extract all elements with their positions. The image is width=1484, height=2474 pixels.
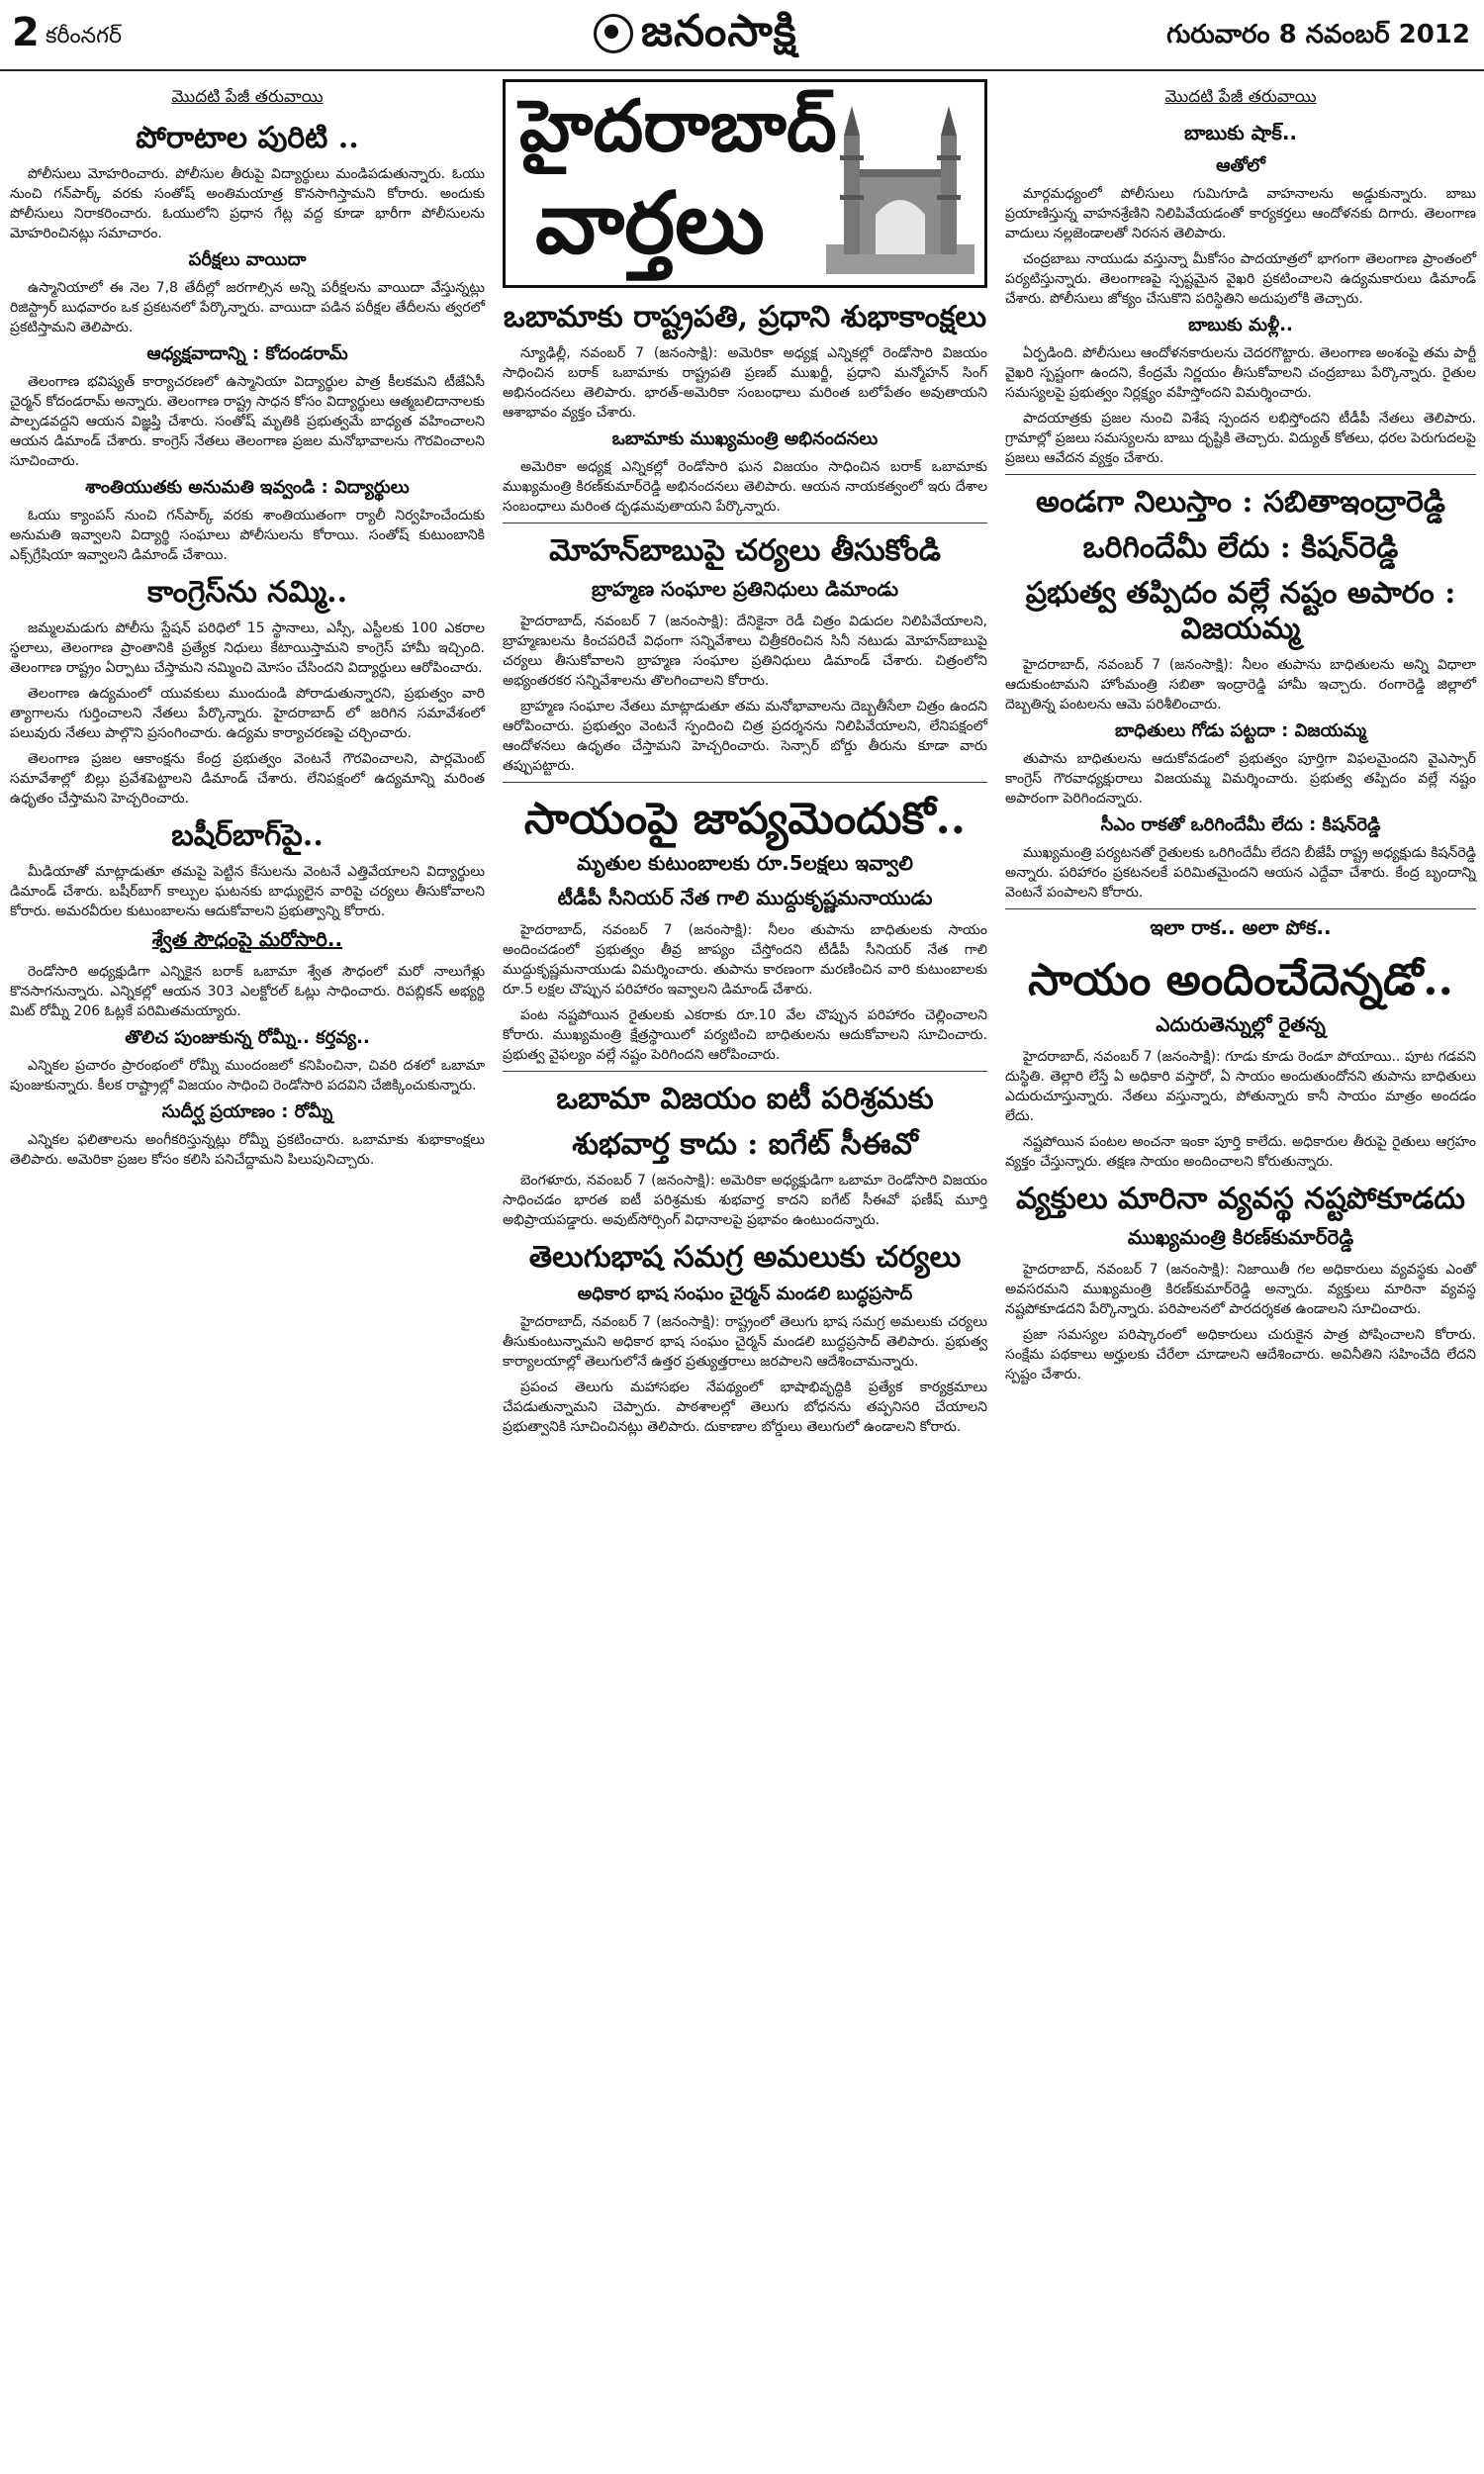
article-subheadline: బ్రాహ్మణ సంఘాల ప్రతినిధులు డిమాండు	[592, 577, 898, 601]
article-headline: పోరాటాల పురిటి ..	[136, 121, 359, 155]
article-headline-line2: శుభవార్త కాదు : ఐగేట్ సీఈవో	[572, 1126, 918, 1162]
article-subheadline: ఎదురుతెన్నుల్లో రైతన్న	[1156, 1011, 1326, 1036]
article-headline-line3: ప్రభుత్వ తప్పిదం వల్లే నష్టం అపారం : విజయమ్మ	[1025, 576, 1456, 646]
continued-label: మొదటి పేజీ తరువాయి	[171, 87, 324, 107]
article-headline: తెలుగుభాష సమగ్ర అమలుకు చర్యలు	[528, 1239, 962, 1275]
section-banner	[503, 79, 987, 288]
article-headline: మోహన్‌బాబుపై చర్యలు తీసుకోండి	[549, 533, 941, 568]
logo-icon	[594, 14, 633, 53]
divider	[1005, 908, 1476, 909]
article-subheading: శాంతియుతకు అనుమతి ఇవ్వండి : విద్యార్థులు	[85, 477, 410, 498]
article-paragraph: ఎన్నికల ఫలితాలను అంగీకరిస్తున్నట్లు రోమ్నీ ప్రకటించారు. ఒబామాకు శుభాకాంక్షలు తెలిపారు. అమెరికా ప్రజల కోసం కలిసి పనిచేద్దామని పిలుపునిచ్చారు.	[10, 1132, 485, 1168]
article-subheading: సుదీర్ఘ ప్రయాణం : రోమ్నీ	[161, 1101, 333, 1122]
article-paragraph: పోలీసులు మోహరించారు. పోలీసుల తీరుపై విద్యార్థులు మండిపడుతున్నారు. ఓయు నుంచి గన్‌పార్క్ వరకు సంతోష్ అంతిమయాత్ర కొనసాగిస్తామని కోరారు. అందుకు పోలీసులు నిరాకరించారు. ఓయులోని ప్రధాన గేట్ల వద్ద కూడా భారీగా పోలీసులను మోహరించినట్లు సమాచారం.	[10, 166, 485, 241]
article-paragraph: బ్రాహ్మణ సంఘాల నేతలు మాట్లాడుతూ తమ మనోభావాలను దెబ్బతీసేలా చిత్రం ఉందని ఆరోపించారు. ప్రభుత్వం వెంటనే స్పందించి చిత్ర ప్రదర్శనను నిలిపివేయాలని, లేనిపక్షంలో ఆందోళనలు ఉధృతం చేస్తామని హెచ్చరించారు. సెన్సార్ బోర్డు తీరును కూడా వారు తప్పుపట్టారు.	[503, 699, 987, 774]
divider	[503, 1071, 987, 1072]
article-subheading: సీఎం రాకతో ఒరిగిందేమీ లేదు : కిషన్‌రెడ్డి	[1100, 814, 1381, 835]
article-paragraph: ఉస్మానియాలో ఈ నెల 7,8 తేదీల్లో జరగాల్సిన అన్ని పరీక్షలను వాయిదా వేస్తున్నట్లు రిజిస్ట్రార్ బుధవారం ఒక ప్రకటనలో పేర్కొన్నారు. వాయిదా పడిన పరీక్షల తేదీలను త్వరలో ప్రకటిస్తామని తెలిపారు.	[10, 280, 485, 335]
column-center	[503, 79, 987, 1443]
article-paragraph: ఓయు క్యాంపస్ నుంచి గన్‌పార్క్ వరకు శాంతియుతంగా ర్యాలీ నిర్వహించేందుకు అనుమతి ఇవ్వాలని విద్యార్థి సంఘాలు పోలీసులను కోరాయి. సంతోష్ కుటుంబానికి ఎక్స్‌గ్రేషియా ఇవ్వాలని డిమాండ్ చేశాయి.	[10, 508, 485, 563]
column-right	[1005, 79, 1476, 1390]
article-subheadline: ముఖ్యమంత్రి కిరణ్‌కుమార్‌రెడ్డి	[1127, 1224, 1354, 1249]
article-paragraph: ఏర్పడింది. పోలీసులు ఆందోళనకారులను చెదరగొట్టారు. తెలంగాణ అంశంపై తమ పార్టీ వైఖరి స్పష్టంగా ఉందని, కేంద్రమే నిర్ణయం తీసుకోవాలని చంద్రబాబు పేర్కొన్నారు. రైతుల సమస్యలపై ప్రభుత్వం నిర్లక్ష్యం వహిస్తోందని విమర్శించారు.	[1005, 345, 1476, 401]
article-headline: సాయంపై జాప్యమెందుకో..	[523, 794, 967, 844]
article-paragraph: నష్టపోయిన పంటల అంచనా ఇంకా పూర్తి కాలేదు. అధికారుల తీరుపై రైతులు ఆగ్రహం వ్యక్తం చేస్తున్నారు. తక్షణ సాయం అందించాలని కోరుతున్నారు.	[1005, 1133, 1476, 1170]
article-subheading: అధికార భాష సంఘం చైర్మన్ మండలి బుద్ధప్రసాద్	[577, 1283, 913, 1304]
article-headline: బాబుకు షాక్..	[1183, 121, 1298, 144]
article-subheading: పరీక్షలు వాయిదా	[188, 249, 307, 270]
charminar-icon	[826, 96, 974, 274]
article-subheadline: టీడీపీ సీనియర్ నేత గాలి ముద్దుకృష్ణమనాయుడు	[557, 885, 933, 909]
article-paragraph: అమెరికా అధ్యక్ష ఎన్నికల్లో రెండోసారి ఘన విజయం సాధించిన బరాక్ ఒబామాకు ముఖ్యమంత్రి కిరణ్‌కుమార్‌రెడ్డి అభినందనలు తెలిపారు. ఆయన నాయకత్వంలో ఇరు దేశాల సంబంధాలు మరింత దృఢమవుతాయని పేర్కొన్నారు.	[503, 459, 987, 515]
article-paragraph: తుపాను బాధితులను ఆదుకోవడంలో ప్రభుత్వం పూర్తిగా విఫలమైందని వైఎస్సార్ కాంగ్రెస్ గౌరవాధ్యక్షురాలు విజయమ్మ విమర్శించారు. ప్రభుత్వ తప్పిదం వల్లే నష్టం అపారంగా పెరిగిందన్నారు.	[1005, 751, 1476, 807]
article-paragraph: చంద్రబాబు నాయుడు వస్తున్నా మీకోసం పాదయాత్రలో భాగంగా తెలంగాణ ప్రాంతంలో పర్యటిస్తున్నారు. తెలంగాణపై స్పష్టమైన వైఖరి ప్రకటించాలని ఉద్యమకారులు డిమాండ్ చేశారు. పోలీసులు జోక్యం చేసుకొని పరిస్థితిని అదుపులోకి తెచ్చారు.	[1005, 251, 1476, 307]
logo-text: జనంసాక్షి	[641, 6, 797, 56]
article-paragraph: మీడియాతో మాట్లాడుతూ తమపై పెట్టిన కేసులను వెంటనే ఎత్తివేయాలని విద్యార్థులు డిమాండ్ చేశారు. బషీర్‌బాగ్ కాల్పుల ఘటనకు బాధ్యులైన వారిపై చర్యలు తీసుకోవాలని కోరారు. అమరవీరుల కుటుంబాలను ఆదుకోవాలని ప్రభుత్వాన్ని కోరారు.	[10, 864, 485, 919]
article-paragraph: హైదరాబాద్, నవంబర్ 7 (జనంసాక్షి): నిజాయితీ గల అధికారులు వ్యవస్థకు ఎంతో అవసరమని ముఖ్యమంత్రి కిరణ్‌కుమార్‌రెడ్డి అన్నారు. వ్యక్తులు మారినా వ్యవస్థ నష్టపోకూడదని పేర్కొన్నారు. పరిపాలనలో పారదర్శకత ఉండాలని సూచించారు.	[1005, 1261, 1476, 1317]
banner-title-line1: హైదరాబాద్	[519, 83, 837, 167]
article-paragraph: రెండోసారి అధ్యక్షుడిగా ఎన్నికైన బరాక్ ఒబామా శ్వేత సౌధంలో మరో నాలుగేళ్లు కొనసాగనున్నారు. ఎన్నికల్లో ఆయన 303 ఎలక్టోరల్ ఓట్లు సాధించారు. రిపబ్లికన్ అభ్యర్థి మిట్ రోమ్నీ 206 ఓట్లకే పరిమితమయ్యారు.	[10, 964, 485, 1019]
article-kicker: ఇలా రాక.. అలా పోక..	[1150, 915, 1332, 939]
column-left	[10, 79, 485, 1176]
page-number: 2	[12, 10, 40, 55]
section-name: కరీంనగర్	[46, 24, 123, 48]
article-paragraph: హైదరాబాద్, నవంబర్ 7 (జనంసాక్షి): దేనికైనా రెడీ చిత్రం విడుదల నిలిపివేయాలని, బ్రాహ్మణులను కించపరిచే విధంగా సన్నివేశాలు చిత్రీకరించిన సినీ నటుడు మోహన్‌బాబుపై చర్యలు తీసుకోవాలని బ్రాహ్మణ సంఘాల ప్రతినిధులు డిమాండ్ చేశారు. చిత్రంలోని అభ్యంతరకర సన్నివేశాలను తొలగించాలని కోరారు.	[503, 614, 987, 689]
article-paragraph: తెలంగాణ ఉద్యమంలో యువకులు ముందుండి పోరాడుతున్నారని, ప్రభుత్వం వారి త్యాగాలను గుర్తించాలని నేతలు పేర్కొన్నారు. హైదరాబాద్ లో జరిగిన సమావేశంలో పలువురు నేతలు పాల్గొని ప్రసంగించారు. ఉద్యమ కార్యాచరణపై చర్చించారు.	[10, 686, 485, 741]
article-headline: సాయం అందించేదెన్నడో..	[1028, 955, 1453, 1005]
article-subheading: ఒబామాకు ముఖ్యమంత్రి అభినందనలు	[611, 428, 879, 449]
article-paragraph: న్యూఢిల్లీ, నవంబర్ 7 (జనంసాక్షి): అమెరికా అధ్యక్ష ఎన్నికల్లో రెండోసారి విజయం సాధించిన బరాక్ ఒబామాకు రాష్ట్రపతి ప్రణబ్ ముఖర్జీ, ప్రధాని మన్మోహన్ సింగ్ అభినందనలు తెలిపారు. భారత్-అమెరికా సంబంధాలు మరింత బలోపేతం అవుతాయని ఆశాభావం వ్యక్తం చేశారు.	[503, 345, 987, 421]
article-subheading: బాధితులు గోడు పట్టదా : విజయమ్మ	[1115, 720, 1366, 741]
masthead	[0, 0, 1484, 71]
article-paragraph: హైదరాబాద్, నవంబర్ 7 (జనంసాక్షి): రాష్ట్రంలో తెలుగు భాష సమగ్ర అమలుకు చర్యలు తీసుకుంటున్నామని అధికార భాష సంఘం చైర్మన్ మండలి బుద్ధప్రసాద్ తెలిపారు. ప్రభుత్వ కార్యాలయాల్లో తెలుగులోనే ఉత్తర ప్రత్యుత్తరాలు జరపాలని ఆదేశించామన్నారు.	[503, 1313, 987, 1370]
article-paragraph: జమ్మలమడుగు పోలీసు స్టేషన్ పరిధిలో 15 స్థానాలు, ఎస్సీ, ఎస్టీలకు 100 ఎకరాల స్థలాలు, తెలంగాణ ప్రాంతానికి ప్రత్యేక నిధులు కేటాయిస్తామని కాంగ్రెస్ హామీ ఇచ్చింది. తెలంగాణ రాష్ట్రం ఏర్పాటు చేస్తామని నమ్మించి మోసం చేసిందని విద్యార్థులు ఆరోపించారు.	[10, 620, 485, 676]
article-paragraph: ముఖ్యమంత్రి పర్యటనతో రైతులకు ఒరిగిందేమీ లేదని బీజేపీ రాష్ట్ర అధ్యక్షుడు కిషన్‌రెడ్డి అన్నారు. పరిహారం ప్రకటనలకే పరిమితమైందని ఆయన ఎద్దేవా చేశారు. కేంద్ర బృందాన్ని వెంటనే పంపాలని కోరారు.	[1005, 845, 1477, 901]
banner-title-line2: వార్తలు	[535, 173, 765, 273]
issue-date: గురువారం 8 నవంబర్ 2012	[1166, 20, 1470, 49]
article-paragraph: పాదయాత్రకు ప్రజల నుంచి విశేష స్పందన లభిస్తోందని టీడీపీ నేతలు తెలిపారు. గ్రామాల్లో ప్రజలు సమస్యలను బాబు దృష్టికి తెచ్చారు. విద్యుత్ కోతలు, ధరల పెరుగుదలపై ప్రజలు ఆవేదన వ్యక్తం చేశారు.	[1005, 411, 1476, 466]
article-subheading: ఆతోలో	[1216, 155, 1265, 176]
article-headline: కాంగ్రెస్‌ను నమ్మి..	[146, 575, 348, 610]
article-paragraph: మార్గమధ్యంలో పోలీసులు గుమిగూడి వాహనాలను అడ్డుకున్నారు. బాబు ప్రయాణిస్తున్న వాహనశ్రేణిని నిలిపివేయడంతో కార్యకర్తలు ఆందోళనకు దిగారు. తెలంగాణ వాదులు నల్లజెండాలతో నిరసన తెలిపారు.	[1005, 186, 1476, 241]
article-paragraph: ప్రజా సమస్యల పరిష్కారంలో అధికారులు చురుకైన పాత్ర పోషించాలని కోరారు. సంక్షేమ పథకాలు అర్హులకు చేరేలా చూడాలని ఆదేశించారు. అవినీతిని సహించేది లేదని స్పష్టం చేశారు.	[1005, 1326, 1476, 1382]
article-headline: బషీర్‌బాగ్‌పై..	[171, 818, 324, 853]
article-paragraph: బెంగళూరు, నవంబర్ 7 (జనంసాక్షి): అమెరికా అధ్యక్షుడిగా ఒబామా రెండోసారి విజయం సాధించడం భారత ఐటీ పరిశ్రమకు శుభవార్త కాదని ఐగేట్ సీఈవో ఫణీష్ మూర్తి అభిప్రాయపడ్డారు. అవుట్‌సోర్సింగ్ విధానాలపై ప్రభావం ఉంటుందన్నారు.	[503, 1172, 987, 1228]
article-headline: అండగా నిలుస్తాం : సబితాఇంద్రారెడ్డి	[1035, 485, 1446, 520]
article-paragraph: ఎన్నికల ప్రచారం ప్రారంభంలో రోమ్నీ ముందంజలో కనిపించినా, చివరి దశలో ఒబామా పుంజుకున్నారు. కీలక రాష్ట్రాల్లో విజయం సాధించి రెండోసారి పదవిని చేజిక్కించుకున్నారు.	[10, 1058, 485, 1094]
newspaper-logo	[594, 6, 797, 67]
continued-label: మొదటి పేజీ తరువాయి	[1164, 87, 1317, 107]
article-headline: శ్వేత సౌధంపై మరోసారి..	[151, 927, 343, 951]
divider	[503, 782, 987, 783]
article-subheading: ఆధ్యక్షవాదాన్ని : కోదండరామ్	[146, 343, 348, 364]
article-paragraph: తెలంగాణ ప్రజల ఆకాంక్షను కేంద్ర ప్రభుత్వం వెంటనే గౌరవించాలని, పార్లమెంట్ సమావేశాల్లో బిల్లు ప్రవేశపెట్టాలని డిమాండ్ చేశారు. లేనిపక్షంలో ఉద్యమాన్ని మరింత ఉధృతం చేస్తామని హెచ్చరించారు.	[10, 751, 485, 807]
article-headline-line2: ఒరిగిందేమీ లేదు : కిషన్‌రెడ్డి	[1082, 530, 1399, 565]
article-paragraph: హైదరాబాద్, నవంబర్ 7 (జనంసాక్షి): నీలం తుపాను బాధితులకు సాయం అందించడంలో ప్రభుత్వం తీవ్ర జాప్యం చేస్తోందని టీడీపీ సీనియర్ నేత గాలి ముద్దుకృష్ణమనాయుడు విమర్శించారు. తుపాను కారణంగా మరణించిన వారి కుటుంబాలకు రూ.5 లక్షల చొప్పున పరిహారం ఇవ్వాలని డిమాండ్ చేశారు.	[503, 921, 987, 998]
article-paragraph: హైదరాబాద్, నవంబర్ 7 (జనంసాక్షి): నీలం తుపాను బాధితులను అన్ని విధాలా ఆదుకుంటామని హోంమంత్రి సబితా ఇంద్రారెడ్డి హామీ ఇచ్చారు. రంగారెడ్డి జిల్లాలో దెబ్బతిన్న పంటలను ఆమె పరిశీలించారు.	[1005, 657, 1476, 713]
article-paragraph: తెలంగాణ భవిష్యత్ కార్యాచరణలో ఉస్మానియా విద్యార్థుల పాత్ర కీలకమని టీజేఏసీ చైర్మన్ కోదండరామ్ అన్నారు. తెలంగాణ రాష్ట్ర సాధన కోసం విద్యార్థులు ఆత్మబలిదానాలకు పాల్పడవద్దని ఆయన విజ్ఞప్తి చేశారు. సంతోష్ మృతికి ప్రభుత్వమే బాధ్యత వహించాలని ఆయన డిమాండ్ చేశారు. కాంగ్రెస్ నేతలు తెలంగాణ ప్రజల మనోభావాలను గౌరవించాలని సూచించారు.	[10, 374, 485, 469]
article-paragraph: ప్రపంచ తెలుగు మహాసభల నేపథ్యంలో భాషాభివృద్ధికి ప్రత్యేక కార్యక్రమాలు చేపడుతున్నామని చెప్పారు. పాఠశాలల్లో తెలుగు బోధనను తప్పనిసరి చేయాలని ప్రభుత్వానికి సూచించినట్లు తెలిపారు. దుకాణాల బోర్డులు తెలుగులో ఉండాలని కోరారు.	[503, 1379, 987, 1435]
divider	[1005, 474, 1476, 475]
article-paragraph: హైదరాబాద్, నవంబర్ 7 (జనంసాక్షి): గూడు కూడు రెండూ పోయాయి.. పూట గడవని దుస్థితి. తెల్లారి లేస్తే ఏ అధికారి వస్తారో, ఏ సాయం అందుతుందోనని తుపాను బాధితులు ఎదురుచూస్తున్నారు. నేతలు వస్తున్నారు, పోతున్నారు కానీ సాయం మాత్రం అందడం లేదు.	[1005, 1048, 1476, 1124]
article-subheading: తొలిచ పుంజుకున్న రోమ్నీ.. కర్తవ్య..	[125, 1027, 370, 1048]
article-headline: వ్యక్తులు మారినా వ్యవస్థ నష్టపోకూడదు	[1016, 1181, 1465, 1216]
article-subheadline: మృతుల కుటుంబాలకు రూ.5లక్షలు ఇవ్వాలి	[577, 850, 913, 875]
article-headline: ఒబామా విజయం ఐటీ పరిశ్రమకు	[556, 1081, 934, 1116]
article-paragraph: పంట నష్టపోయిన రైతులకు ఎకరాకు రూ.10 వేల చొప్పున పరిహారం చెల్లించాలని కోరారు. ముఖ్యమంత్రి క్షేత్రస్థాయిలో పర్యటించి బాధితులను ఆదుకోవాలని సూచించారు. ప్రభుత్వ వైఫల్యం వల్లే నష్టం పెరిగిందని ఆరోపించారు.	[503, 1006, 987, 1063]
article-headline: ఒబామాకు రాష్ట్రపతి, ప్రధాని శుభాకాంక్షలు	[503, 300, 987, 334]
article-subheading: బాబుకు మళ్లీ..	[1188, 315, 1293, 335]
